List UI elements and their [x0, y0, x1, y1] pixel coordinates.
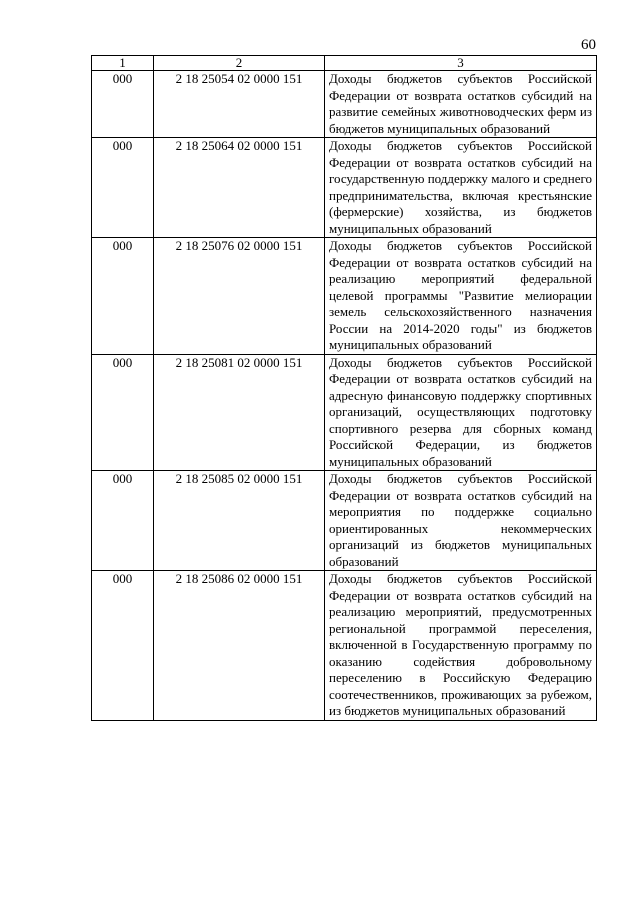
- admin-code-cell: 000: [92, 471, 154, 571]
- table-row: [92, 71, 597, 138]
- revenue-name-cell: Доходы бюджетов субъектов Российской Федерации от возврата остатков субсидий на государственную поддержку малого и среднего предпринимательства, включая крестьянские (фермерские) хозяйства, из бюджетов муниципальных образований: [325, 138, 597, 238]
- admin-code-cell: 000: [92, 354, 154, 471]
- admin-code-cell: 000: [92, 238, 154, 355]
- page-number: 60: [581, 37, 596, 53]
- budget-revenue-table: [91, 55, 597, 721]
- revenue-code-cell: 2 18 25064 02 0000 151: [154, 138, 325, 238]
- table-row: [92, 238, 597, 355]
- revenue-name-cell: Доходы бюджетов субъектов Российской Федерации от возврата остатков субсидий на мероприятия по поддержке социально ориентированных некоммерческих организаций из бюджетов муниципальных образований: [325, 471, 597, 571]
- table-row: [92, 571, 597, 721]
- revenue-code-cell: 2 18 25076 02 0000 151: [154, 238, 325, 355]
- admin-code-cell: 000: [92, 138, 154, 238]
- revenue-name-cell: Доходы бюджетов субъектов Российской Федерации от возврата остатков субсидий на реализацию мероприятий федеральной целевой программы "Развитие мелиорации земель сельскохозяйственного назначения России на 2014-2020 годы" из бюджетов муниципальных образований: [325, 238, 597, 355]
- revenue-code-cell: 2 18 25081 02 0000 151: [154, 354, 325, 471]
- revenue-name-cell: Доходы бюджетов субъектов Российской Федерации от возврата остатков субсидий на адресную финансовую поддержку спортивных организаций, осуществляющих подготовку спортивного резерва для сборных команд Российской Федерации, из бюджетов муниципальных образований: [325, 354, 597, 471]
- table-row: [92, 354, 597, 471]
- admin-code-cell: 000: [92, 571, 154, 721]
- revenue-code-cell: 2 18 25086 02 0000 151: [154, 571, 325, 721]
- table-header-row: [92, 56, 597, 71]
- column-header-1: 1: [92, 56, 154, 71]
- revenue-name-cell: Доходы бюджетов субъектов Российской Федерации от возврата остатков субсидий на развитие семейных животноводческих ферм из бюджетов муниципальных образований: [325, 71, 597, 138]
- revenue-name-cell: Доходы бюджетов субъектов Российской Федерации от возврата остатков субсидий на реализацию мероприятий, предусмотренных региональной программой переселения, включенной в Государственную программу по оказанию содействия добровольному переселению в Российскую Федерацию соотечественников, проживающих за рубежом, из бюджетов муниципальных образований: [325, 571, 597, 721]
- revenue-code-cell: 2 18 25054 02 0000 151: [154, 71, 325, 138]
- column-header-2: 2: [154, 56, 325, 71]
- revenue-code-cell: 2 18 25085 02 0000 151: [154, 471, 325, 571]
- table-row: [92, 471, 597, 571]
- column-header-3: 3: [325, 56, 597, 71]
- table-row: [92, 138, 597, 238]
- admin-code-cell: 000: [92, 71, 154, 138]
